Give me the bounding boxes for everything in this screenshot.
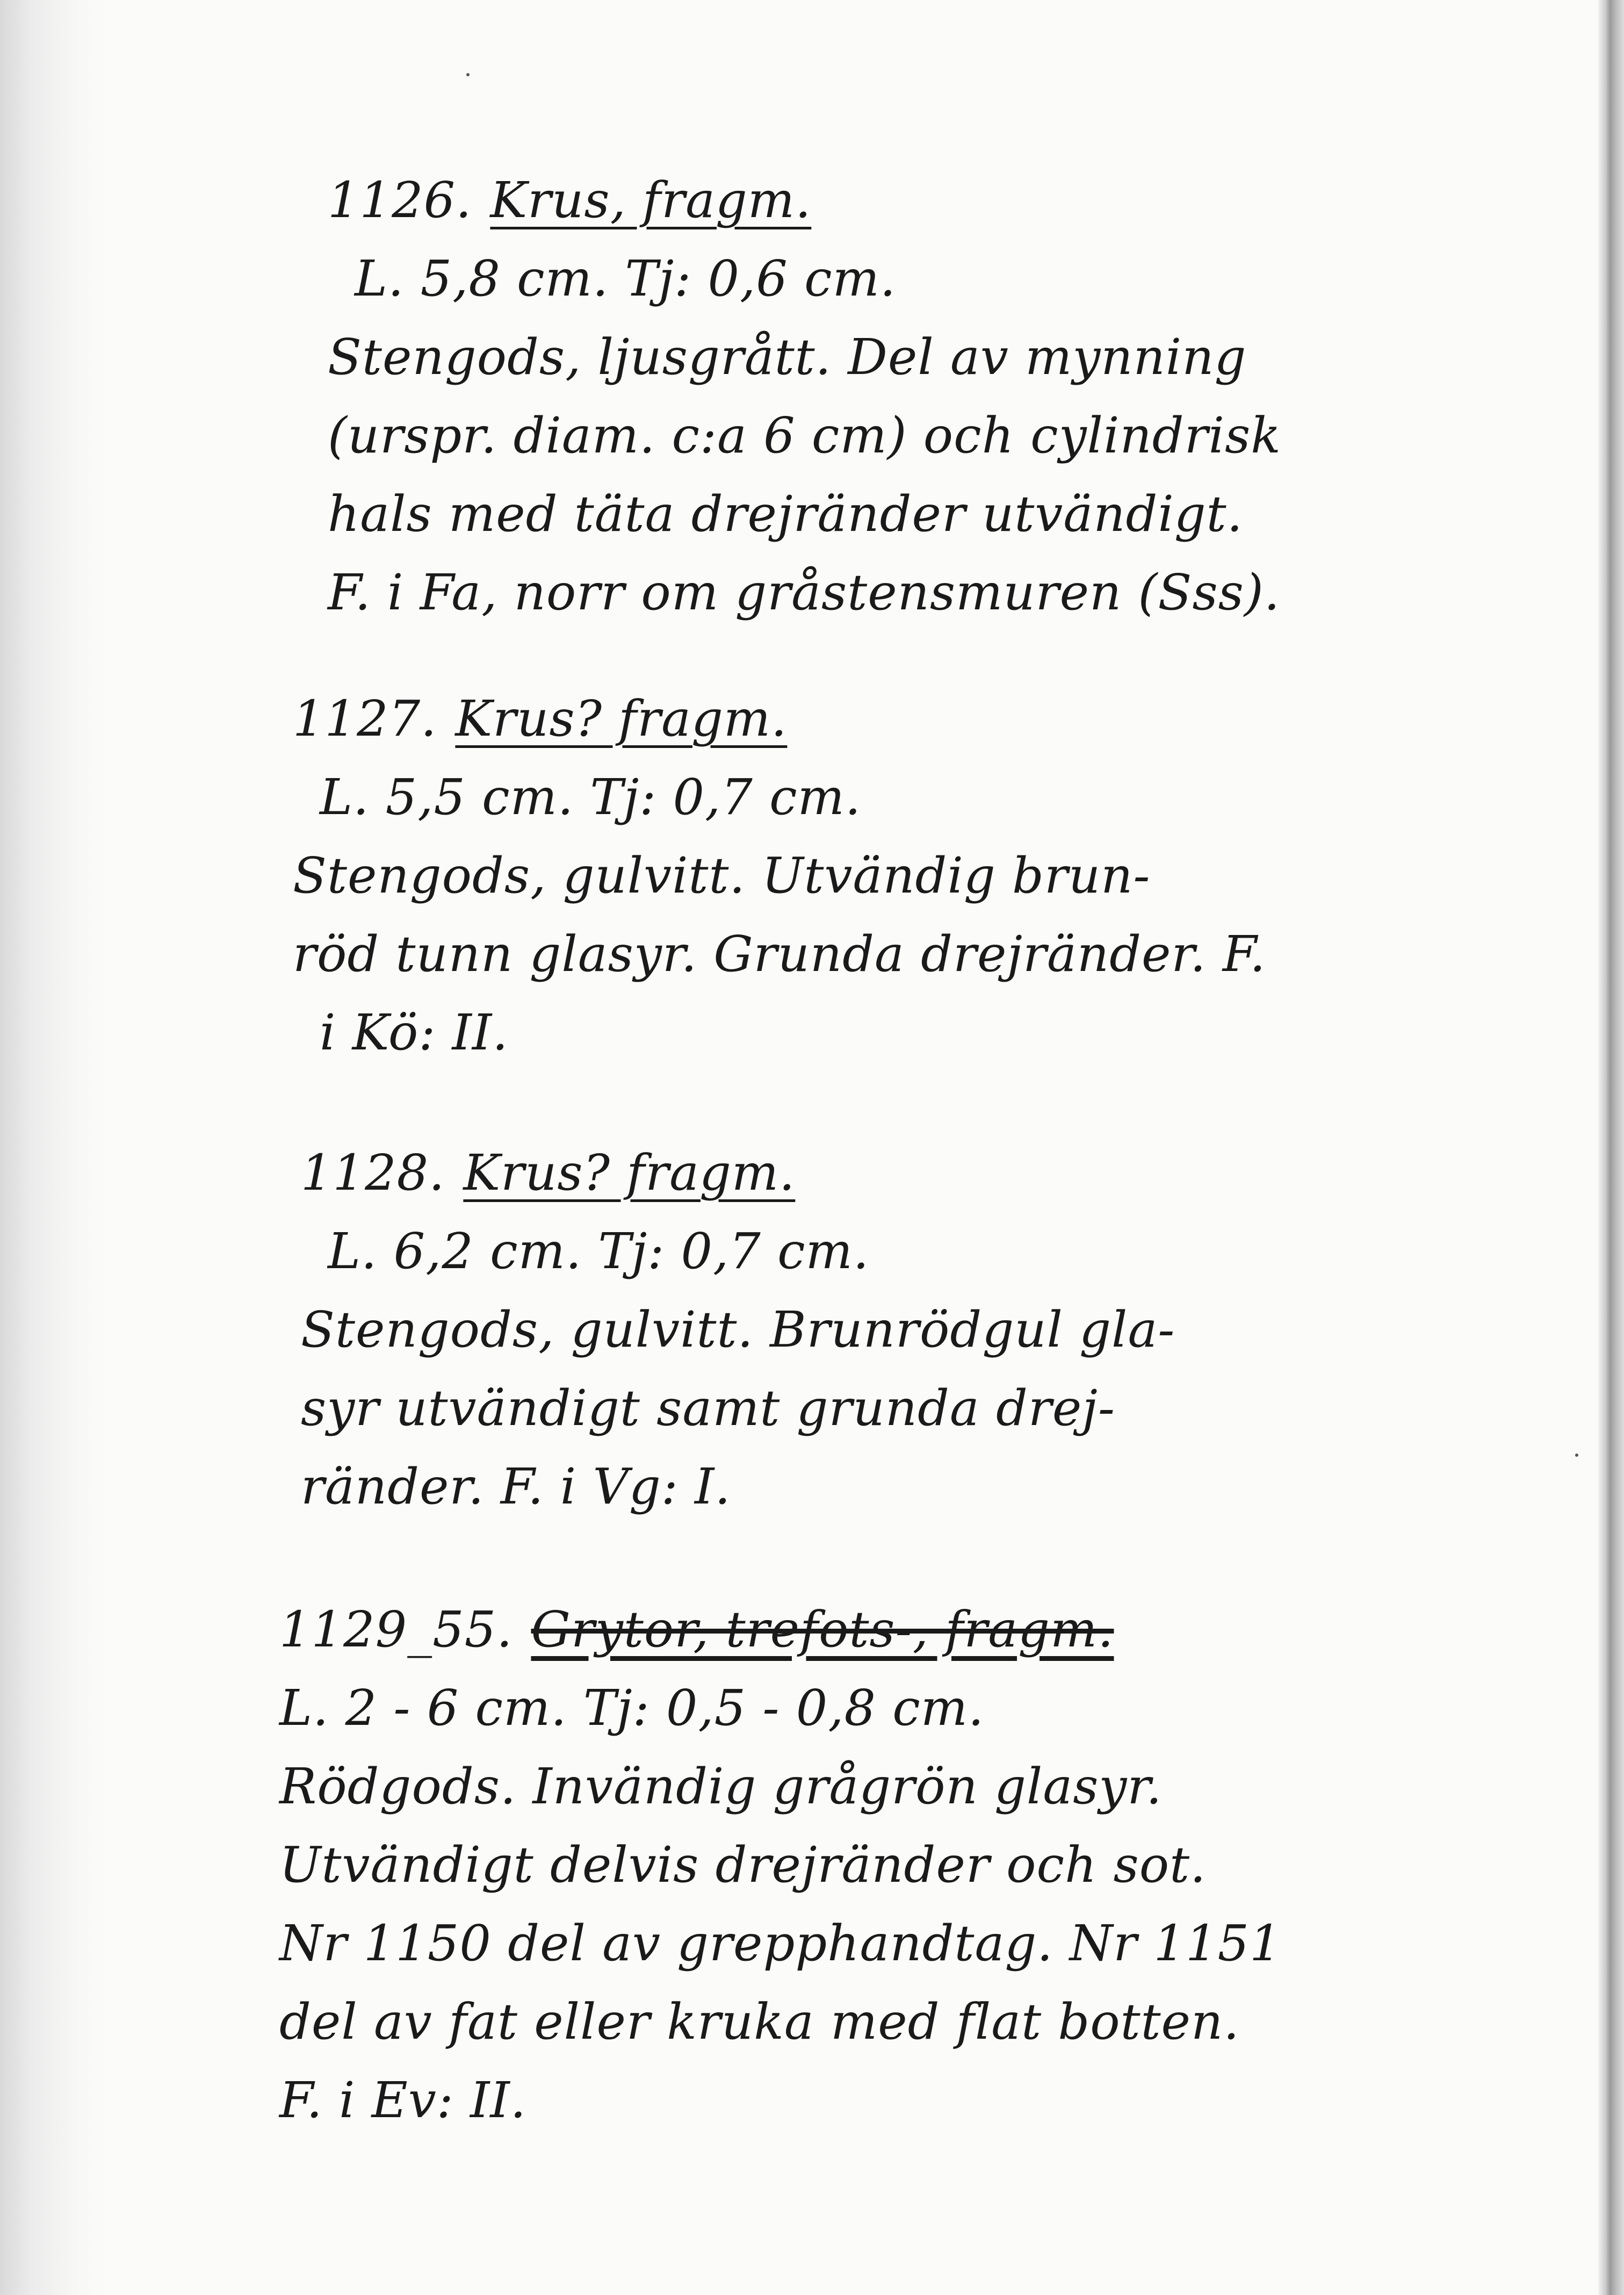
entry-measurements: L. 5,5 cm. Tj: 0,7 cm.	[320, 768, 862, 826]
entry-description-line: Stengods, gulvitt. Brunrödgul gla-	[301, 1301, 1175, 1358]
catalog-entry-1127	[293, 680, 1266, 1072]
entry-number: 1127.	[293, 690, 437, 747]
entry-measurements: L. 2 - 6 cm. Tj: 0,5 - 0,8 cm.	[279, 1679, 985, 1737]
entry-description-line: Stengods, ljusgrått. Del av mynning	[328, 328, 1247, 386]
entry-find-location: F. i Ev: II.	[279, 2071, 526, 2129]
page-edge	[1598, 0, 1624, 2295]
entry-number: 1129_55.	[279, 1601, 513, 1658]
entry-heading	[293, 680, 1266, 758]
entry-title: Krus? fragm.	[455, 690, 788, 747]
entry-description-line: Stengods, gulvitt. Utvändig brun-	[293, 847, 1151, 904]
dust-speck	[466, 73, 470, 76]
entry-measurements: L. 6,2 cm. Tj: 0,7 cm.	[328, 1222, 870, 1280]
entry-description-line: Utvändigt delvis drejränder och sot.	[279, 1836, 1207, 1894]
entry-find-location: i Kö: II.	[320, 1004, 509, 1061]
entry-description-line: Rödgods. Invändig grågrön glasyr.	[279, 1758, 1163, 1815]
entry-title: Grytor, trefots-, fragm.	[531, 1601, 1114, 1658]
dust-speck	[1575, 1454, 1578, 1457]
catalog-entry-1126	[328, 161, 1281, 632]
entry-heading	[301, 1134, 1175, 1212]
entry-number: 1126.	[328, 171, 472, 229]
entry-description-line: Nr 1150 del av grepphandtag. Nr 1151	[279, 1915, 1282, 1972]
entry-description-line: syr utvändigt samt grunda drej-	[301, 1379, 1115, 1437]
catalog-entry-1128	[301, 1134, 1175, 1526]
entry-description-line: del av fat eller kruka med flat botten.	[279, 1993, 1240, 2051]
entry-description-line: hals med täta drejränder utvändigt.	[328, 485, 1243, 543]
entry-title: Krus, fragm.	[490, 171, 812, 229]
entry-number: 1128.	[301, 1144, 445, 1202]
entry-heading	[328, 161, 1281, 240]
entry-measurements: L. 5,8 cm. Tj: 0,6 cm.	[355, 250, 897, 307]
entry-find-location: F. i Fa, norr om gråstensmuren (Sss).	[328, 564, 1281, 621]
entry-heading	[279, 1591, 1282, 1669]
entry-description-line: röd tunn glasyr. Grunda drejränder. F.	[293, 925, 1266, 983]
binding-shadow	[0, 0, 107, 2295]
entry-find-location: ränder. F. i Vg: I.	[301, 1458, 731, 1515]
entry-description-line: (urspr. diam. c:a 6 cm) och cylindrisk	[328, 407, 1282, 464]
catalog-entry-1129-55	[279, 1591, 1282, 2140]
entry-title: Krus? fragm.	[463, 1144, 796, 1202]
